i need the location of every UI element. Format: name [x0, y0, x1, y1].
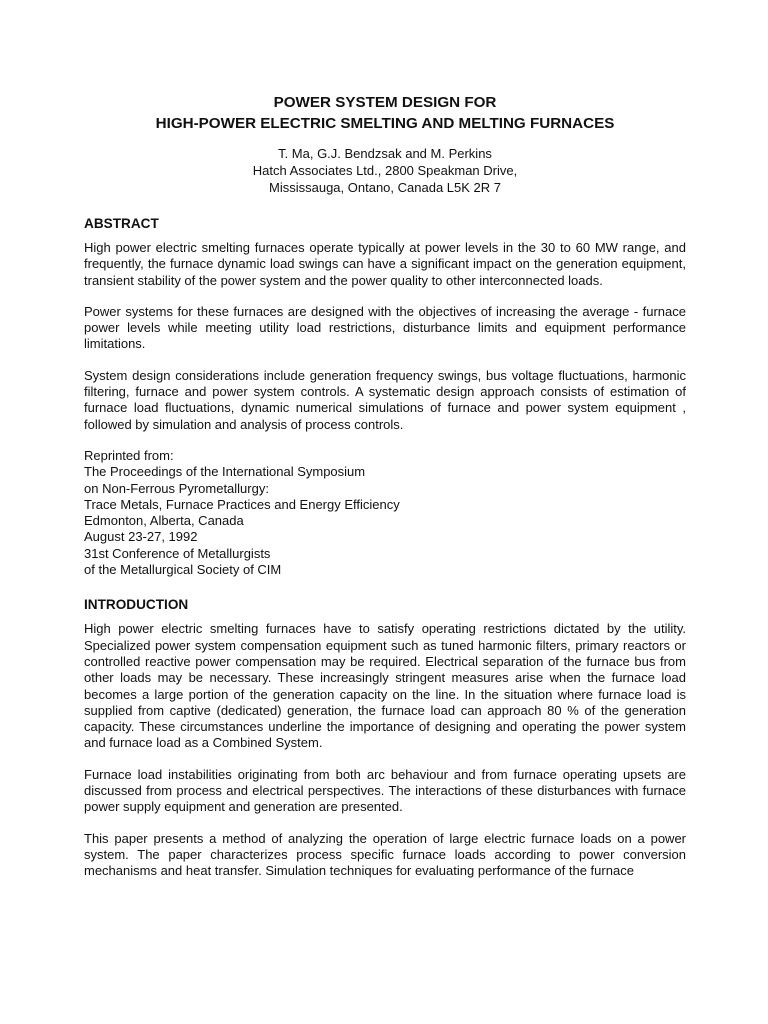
reprint-line: 31st Conference of Metallurgists — [84, 545, 271, 561]
reprint-line: Reprinted from: — [84, 447, 174, 463]
abstract-paragraph-1: High power electric smelting furnaces operate typically at power levels in the 30 to 60 MW range, and frequently, the furnace dynamic load swings can have a significant impact on the generation equipment, transient stability of the power system and the power quality to other interconnected loads. — [84, 240, 686, 288]
reprint-line: August 23-27, 1992 — [84, 529, 198, 545]
reprint-line: The Proceedings of the International Symposium — [84, 464, 366, 480]
abstract-heading: ABSTRACT — [84, 216, 159, 231]
reprint-line: on Non-Ferrous Pyrometallurgy: — [84, 480, 269, 496]
paper-title — [84, 92, 686, 134]
paper-page — [84, 92, 686, 880]
reprint-line: Trace Metals, Furnace Practices and Energy Efficiency — [84, 496, 400, 512]
title-line-2: HIGH-POWER ELECTRIC SMELTING AND MELTING FURNACES — [155, 115, 615, 132]
abstract-paragraph-3: System design considerations include generation frequency swings, bus voltage fluctuations, harmonic filtering, furnace and power system controls. A systematic design approach consists of estimation of furnace load fluctuations, dynamic numerical simulations of furnace and power system equipment , followed by simulation and analysis of process controls. — [84, 367, 686, 432]
reprint-note — [84, 448, 686, 578]
author-block — [84, 145, 686, 196]
introduction-paragraph-2: Furnace load instabilities originating from both arc behaviour and from furnace operating upsets are discussed from process and electrical perspectives. The interactions of these disturbances with furnace power supply equipment and generation are presented. — [84, 766, 686, 815]
author-affiliation: Hatch Associates Ltd., 2800 Speakman Drive, — [252, 163, 518, 178]
abstract-paragraph-2: Power systems for these furnaces are designed with the objectives of increasing the average - furnace power levels while meeting utility load restrictions, disturbance limits and equipment performance limitations. — [84, 303, 686, 352]
title-line-1: POWER SYSTEM DESIGN FOR — [273, 94, 497, 111]
introduction-heading: INTRODUCTION — [84, 597, 189, 613]
introduction-paragraph-1: High power electric smelting furnaces have to satisfy operating restrictions dictated by the utility. Specialized power system compensation equipment such as tuned harmonic filters, primary reactors or controlled reactive power compensation may be required. Electrical separation of the furnace bus from other loads may be necessary. These increasingly stringent measures arise when the furnace load becomes a large portion of the generation capacity on the line. In the situation where furnace load is supplied from captive (dedicated) generation, the furnace load can approach 80 % of the generation capacity. These circumstances underline the importance of designing and operating the power system and furnace load as a Combined System. — [84, 621, 686, 751]
author-location: Mississauga, Ontano, Canada L5K 2R 7 — [269, 180, 501, 195]
introduction-paragraph-3: This paper presents a method of analyzing the operation of large electric furnace loads on a power system. The paper characterizes process specific furnace loads according to power conversion mechanisms and heat transfer. Simulation techniques for evaluating performance of the furnace — [84, 830, 686, 879]
author-names: T. Ma, G.J. Bendzsak and M. Perkins — [278, 146, 492, 161]
reprint-line: Edmonton, Alberta, Canada — [84, 513, 244, 529]
reprint-line: of the Metallurgical Society of CIM — [84, 562, 282, 578]
